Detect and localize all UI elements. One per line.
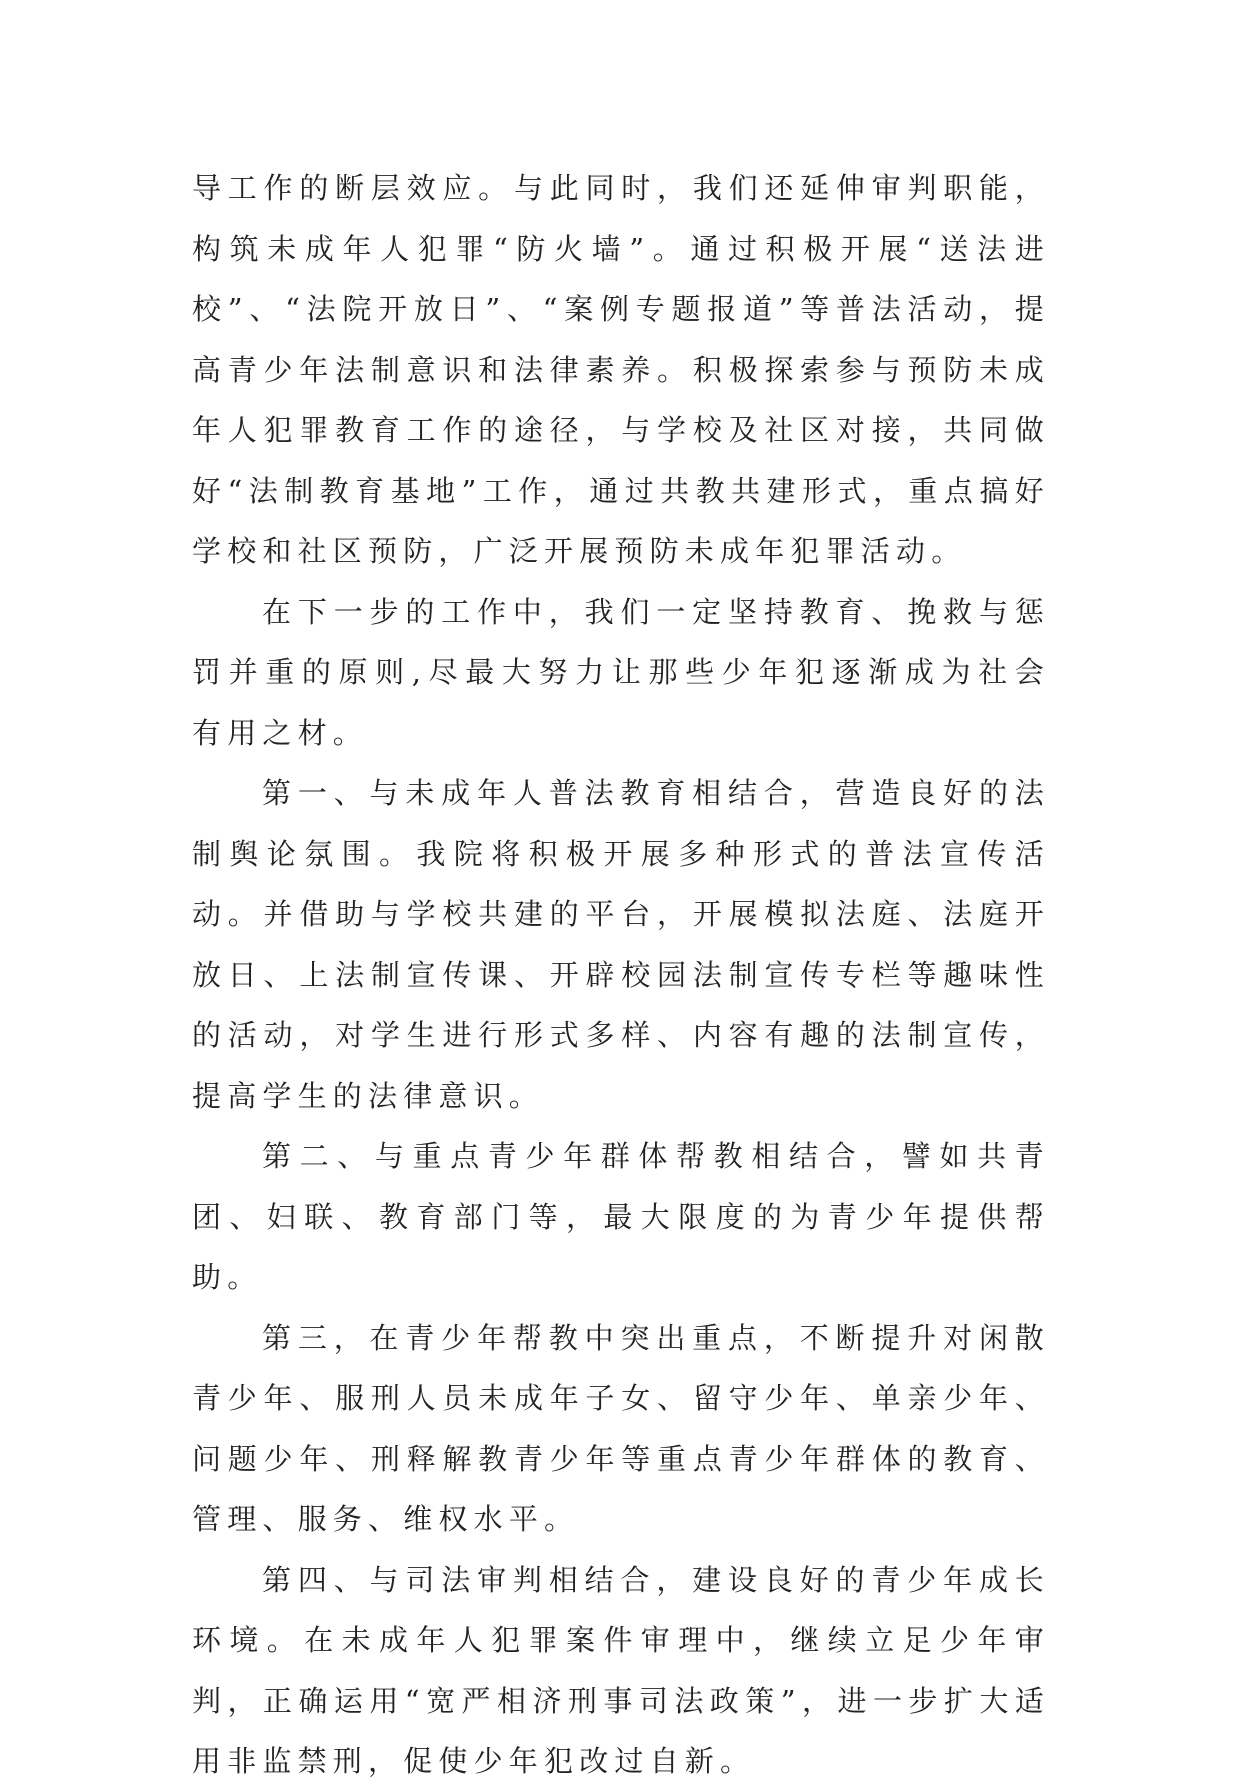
paragraph-point-one: 第一、与未成年人普法教育相结合，营造良好的法制舆论氛围。我院将积极开展多种形式的普法宣传活动。并借助与学校共建的平台，开展模拟法庭、法庭开放日、上法制宣传课、开辟校园法制宣传专栏等趣味性的活动，对学生进行形式多样、内容有趣的法制宣传，提高学生的法律意识。 <box>192 776 1050 1113</box>
paragraph-continuation: 导工作的断层效应。与此同时，我们还延伸审判职能，构筑未成年人犯罪“防火墙”。通过积极开展“送法进校”、“法院开放日”、“案例专题报道”等普法活动，提高青少年法制意识和法律素养。积极探索参与预防未成年人犯罪教育工作的途径，与学校及社区对接，共同做好“法制教育基地”工作，通过共教共建形式，重点搞好学校和社区预防，广泛开展预防未成年犯罪活动。 <box>192 171 1050 568</box>
paragraph-point-two: 第二、与重点青少年群体帮教相结合，譬如共青团、妇联、教育部门等，最大限度的为青少年提供帮助。 <box>192 1139 1050 1294</box>
document-body <box>192 158 1050 1792</box>
paragraph-point-four: 第四、与司法审判相结合，建设良好的青少年成长环境。在未成年人犯罪案件审理中，继续立足少年审判，正确运用“宽严相济刑事司法政策”，进一步扩大适用非监禁刑，促使少年犯改过自新。 <box>192 1562 1050 1778</box>
paragraph-point-three: 第三，在青少年帮教中突出重点，不断提升对闲散青少年、服刑人员未成年子女、留守少年、单亲少年、问题少年、刑释解教青少年等重点青少年群体的教育、管理、服务、维权水平。 <box>192 1320 1050 1536</box>
paragraph-next-steps: 在下一步的工作中，我们一定坚持教育、挽救与惩罚并重的原则,尽最大努力让那些少年犯逐渐成为社会有用之材。 <box>192 594 1050 750</box>
